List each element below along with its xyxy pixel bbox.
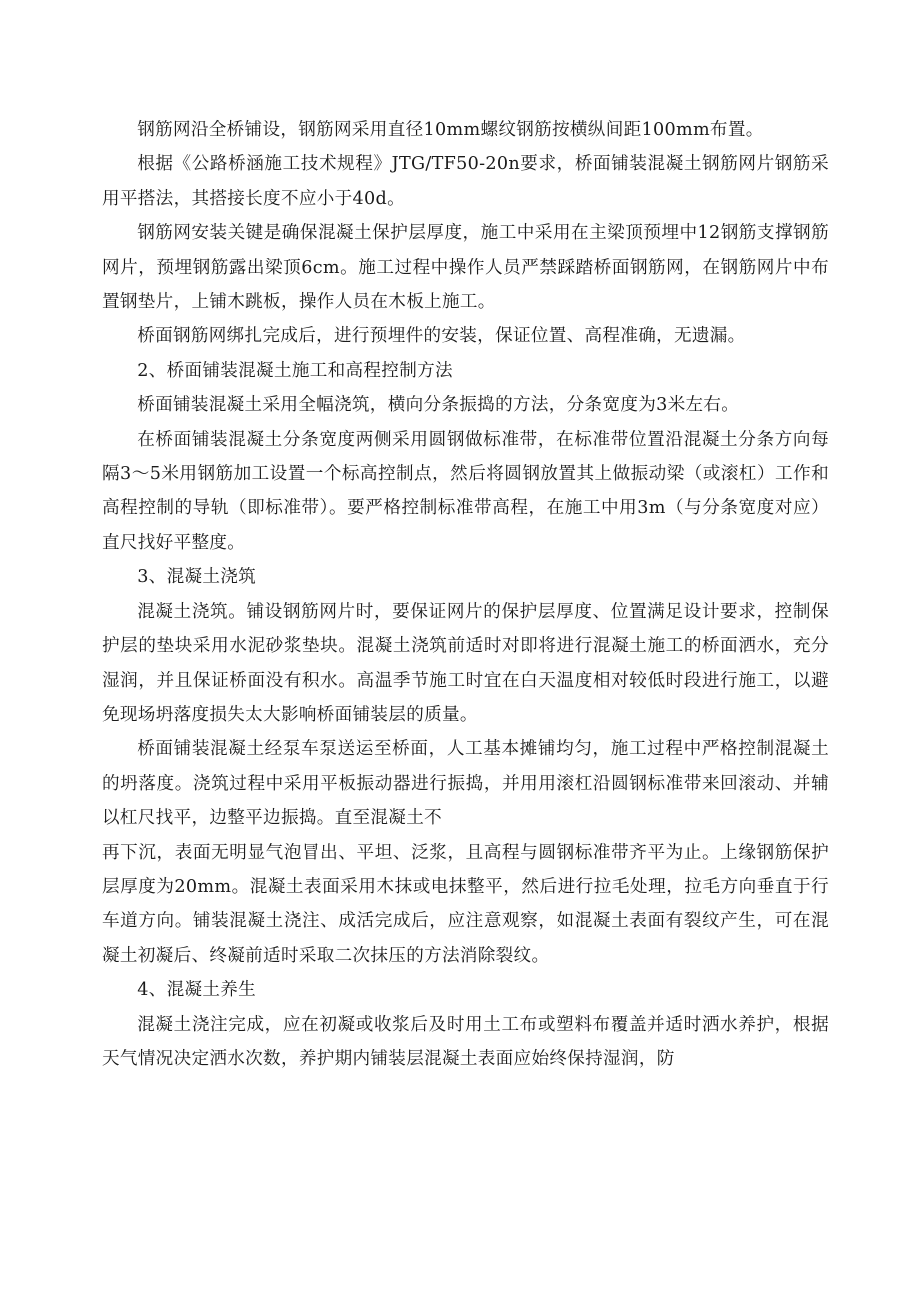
paragraph-pump-and-vibrate: 桥面铺装混凝土经泵车泵送运至桥面，人工基本摊铺均匀，施工过程中严格控制混凝土的坍落度。浇筑过程中采用平板振动器进行振捣，并用用滚杠沿圆钢标准带来回滚动、并辅以杠尺找平，边整平边振捣。直至混凝土不 [102,739,829,829]
section-heading-curing: 4、混凝土养生 [137,980,257,1001]
paragraph-surface-finish: 再下沉，表面无明显气泡冒出、平坦、泛浆，且高程与圆钢标准带齐平为止。上缘钢筋保护层厚度为20mm。混凝土表面采用木抹或电抹整平，然后进行拉毛处理，拉毛方向垂直于行车道方向。铺装混凝土浇注、成活完成后，应注意观察，如混凝土表面有裂纹产生，可在混凝土初凝后、终凝前适时采取二次抹压的方法消除裂纹。 [102,842,829,966]
paragraph-lap-splice-spec: 根据《公路桥涵施工技术规程》JTG/TF50-20n要求，桥面铺装混凝土钢筋网片钢筋采用平搭法，其搭接长度不应小于40d。 [102,154,829,209]
document-body [102,113,829,1076]
paragraph-rebar-mesh-layout: 钢筋网沿全桥铺设，钢筋网采用直径10mm螺纹钢筋按横纵间距100mm布置。 [137,120,764,140]
paragraph-pouring-prep: 混凝土浇筑。铺设钢筋网片时，要保证网片的保护层厚度、位置满足设计要求，控制保护层的垫块采用水泥砂浆垫块。混凝土浇筑前适时对即将进行混凝土施工的桥面洒水，充分湿润，并且保证桥面没有积水。高温季节施工时宜在白天温度相对较低时段进行施工，以避免现场坍落度损失太大影响桥面铺装层的质量。 [102,601,829,725]
section-heading-elevation-control: 2、桥面铺装混凝土施工和高程控制方法 [137,360,453,381]
paragraph-embedded-parts: 桥面钢筋网绑扎完成后，进行预埋件的安装，保证位置、高程准确，无遗漏。 [137,326,746,347]
paragraph-mesh-installation: 钢筋网安装关键是确保混凝土保护层厚度，施工中采用在主梁顶预埋中12钢筋支撑钢筋网片，预埋钢筋露出梁顶6cm。施工过程中操作人员严禁踩踏桥面钢筋网，在钢筋网片中布置钢垫片，上铺木跳板，操作人员在木板上施工。 [102,223,829,313]
paragraph-standard-strip: 在桥面铺装混凝土分条宽度两侧采用圆钢做标准带，在标准带位置沿混凝土分条方向每隔3～5米用钢筋加工设置一个标高控制点，然后将圆钢放置其上做振动梁（或滚杠）工作和高程控制的导轨（即标准带）。要严格控制标准带高程，在施工中用3m（与分条宽度对应）直尺找好平整度。 [102,429,829,553]
section-heading-concrete-pouring: 3、混凝土浇筑 [137,567,257,588]
paragraph-full-width-pour: 桥面铺装混凝土采用全幅浇筑，横向分条振捣的方法，分条宽度为3米左右。 [137,395,740,416]
paragraph-curing: 混凝土浇注完成，应在初凝或收浆后及时用土工布或塑料布覆盖并适时洒水养护，根据天气情况决定洒水次数，养护期内铺装层混凝土表面应始终保持湿润，防 [102,1014,829,1069]
